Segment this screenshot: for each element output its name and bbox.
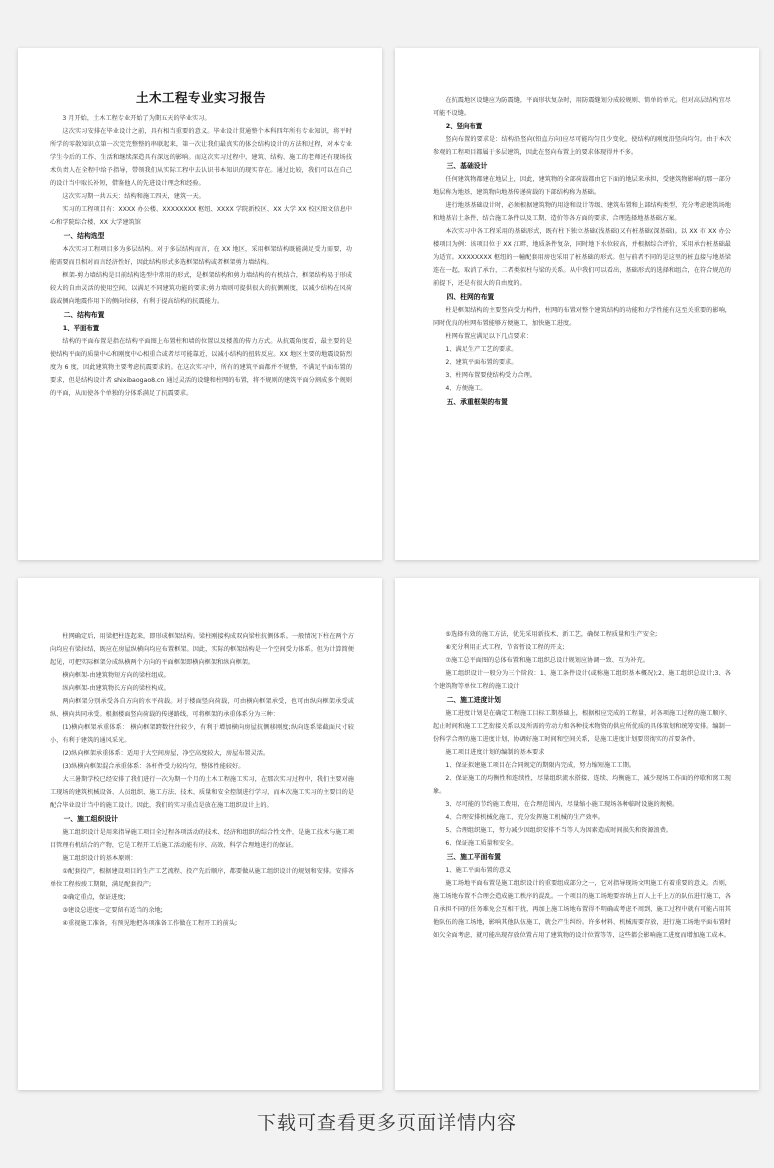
paragraph: 柱网布置应满足以下几点要求： xyxy=(445,333,533,340)
paragraph: 横向框架-由建筑物短方向的梁柱组成。 xyxy=(62,672,170,679)
paragraph: 这次实习期一共五天：结构和施工四天，建筑一天。 xyxy=(62,193,205,200)
section-heading: 二、施工进度计划 xyxy=(446,696,501,704)
paragraph: 实习的工程项目有：XXXX 办公楼、XXXXXXXX 枢纽、XXXX 学院新校区、XX 大学 XX 校区图文信息中心和学院综合楼、XX 大学建筑馆 xyxy=(50,206,352,226)
paragraph: 1、施工平面布置的意义 xyxy=(445,867,512,874)
paragraph: 1、满足生产工艺的要求。 xyxy=(445,346,518,353)
paragraph: 6、保证施工质量和安全。 xyxy=(445,840,518,847)
document-page-1 xyxy=(18,48,382,560)
paragraph: 纵向框架-由建筑物长方向的梁柱构成。 xyxy=(62,685,170,692)
document-page-3 xyxy=(18,578,382,1090)
paragraph: ③建设总进度一定要留有适当的余地; xyxy=(62,907,163,914)
paragraph: 竖向布置的要求是：结构沿竖向(铅直方向)应尽可能均匀且少变化，使结构的刚度沿竖向均匀。由于本次参观的工程项目都属于多层建筑，因此在竖向布置上的要求体现得并不多。 xyxy=(433,136,731,156)
paragraph: 本次实习中各工程采用的基础形式，既有柱下独立基础(浅基础)又有桩基础(深基础)。以 XX 市 XX 办公楼项目为例：该项目位于 XX 江畔，地质条件复杂，同时地下水位较高，并根据综合评价，采用承台桩基础最为适宜。XXXXXXXX 枢纽的一幢配套用房也采用了桩基础的形式。但与前者不同的是这里的桩直接与地基梁连在一起，取消了承台，二者类似柱与梁的关系。从中我们可以看出，基础形式的选择和组合，在符合规范的前提下，还是有很大的自由度的。 xyxy=(433,228,731,287)
paragraph: ②确定重点，保证进度; xyxy=(62,894,126,901)
paragraph: 本次实习工程项目多为多层结构。对于多层结构而言，在 XX 地区，采用框架结构既能满足受力需要，功能需要而且相对而言经济性好，因此结构形式多选框架结构或者框架剪力墙结构。 xyxy=(50,246,352,266)
paragraph: (1)横向框架承重体系： 横向框架跨数往往较少，有利于增加横向房屋抗侧移刚度;纵向连系梁截面尺寸较小，有利于建筑的通风采光。 xyxy=(50,724,354,744)
paragraph: 框架-剪力墙结构是目前结构选型中常用的形式，是框架结构和剪力墙结构的有机结合，框架结构易于形成较大的自由灵活的使用空间，以满足不同建筑功能的要求;剪力墙则可提供很大的抗侧刚度，以减少结构在风荷载或侧向地震作用下的侧向位移，有利于提高结构的抗震能力。 xyxy=(50,272,352,305)
paragraph: ④重视施工准备，有预见地把各项准备工作做在工程开工的前头; xyxy=(62,920,238,927)
paragraph: 2、保证施工的均衡性和连续性，尽量组织流水搭接、连续、均衡施工，减少现场工作面的停歇和窝工现象。 xyxy=(433,775,731,795)
paragraph: 这次实习安排在毕业设计之前，具有相当重要的意义。毕业设计贯通整个本科四年所有专业知识，将平时所学的零散知识点第一次完完整整的串联起来，第一次让我们最真实的体会结构设计的方法和过程，对本专业学生今后的工作、生活和继续深造具有深远的影响。而这次实习过程中，建筑、结构、施工的老师还有现场技术负责人在全程中给予指导，带领我们从实际工程中去认识书本知识的现实存在。通过比较，我们可以在自己的设计当中取长补短，借鉴他人的先进设计理念和经验。 xyxy=(50,128,352,187)
paragraph: 柱网确定后，用梁把柱连起来，即形成框架结构。梁柱刚接构成双向梁柱抗侧体系。一般情况下柱在两个方向均应有梁拉结，既应在房屋纵横向均应布置框架。因此，实际的框架结构是一个空间受力体系。但为计算简便起见，可把实际框架分成纵横两个方向的平面框架即横向框架和纵向框架。 xyxy=(50,633,354,666)
page-2-content xyxy=(433,94,731,409)
paragraph: 施工组织设计的基本原则： xyxy=(62,855,137,862)
section-heading: 五、承重框架的布置 xyxy=(446,398,508,406)
download-more-note[interactable]: 下载可查看更多页面详情内容 xyxy=(256,1112,517,1134)
section-heading: 四、柱网的布置 xyxy=(446,293,495,301)
paragraph: 3、柱网布置要使结构受力合理。 xyxy=(445,372,536,379)
document-title: 土木工程专业实习报告 xyxy=(135,90,266,105)
paragraph: 施工场地平面布置是施工组织设计的重要组成部分之一，它对指导现场文明施工有着重要的意义。否则，施工场地布置不合理会造成施工秩序的混乱。一个项目的施工场地要容纳上百人上千上万的队伍进行施工，各自承担不同的任务难免会互相干扰，再加上施工场地布置得不明确或考虑不周到，施工过程中就有可能占用其他队伍的施工场地，影响其他队伍施工，就会产生纠纷。许多材料、机械需要存放，进行施工场地平面布置时如欠全面考虑，就可能出现存放位置占用了建筑物的设计位置等等，这些都会影响施工进度而增加施工成本。 xyxy=(433,880,731,939)
paragraph: 5、合理组织施工，努力减少因组织安排不当等人为因素造成时间损失和资源浪费。 xyxy=(445,827,673,834)
paragraph: 两向框架分别承受各自方向的水平荷载。对于楼面竖向荷载，可由横向框架承受，也可由纵向框架承受或纵、横向共同承受。根据楼面竖向荷载的传递路线，可将框架的承重体系分为三种： xyxy=(50,698,354,718)
paragraph: 施工进度计划是在确定工程施工目标工期基础上，根据相应完成的工程量，对各项施工过程的施工顺序、起止时间和施工工艺衔接关系以及所需的劳动力和各种技术物资的供应所优质的具体策划和统筹安排。编制一份科学合理的施工进度计划，协调好施工时间和空间关系，是施工进度计划要贯彻实的首要条件。 xyxy=(433,710,731,743)
paragraph: 4、合理安排机械化施工，充分发挥施工机械的生产效率。 xyxy=(445,814,605,821)
paragraph: 施工项目进度计划的编制的基本要求 xyxy=(445,749,545,756)
paragraph: 4、方便施工。 xyxy=(445,385,487,392)
paragraph: (3)纵横向框架混合承重体系：各杆件受力较均匀，整体性能较好。 xyxy=(62,763,245,770)
section-heading: 一、施工组织设计 xyxy=(63,815,118,823)
subsection-heading: 1、平面布置 xyxy=(62,324,100,332)
paragraph: ⑦施工总平面图的总体布置和施工组织总设计规划应协调一致、互为补充。 xyxy=(445,657,649,664)
paragraph: ①配套投产，根据建设项目的生产工艺流程、投产先后顺序，都要做从施工组织设计的规划和安排。安排各单位工程按竣工期限，满足配套投产; xyxy=(50,868,354,888)
paragraph: ⑤选择有效的施工方法，优先采用新技术、新工艺，确保工程质量和生产安全; xyxy=(445,631,658,638)
paragraph: 2、建筑平面布置的要求。 xyxy=(445,359,518,366)
paragraph: 施工组织设计是用来指导施工项目全过程各项活动的技术、经济和组织的综合性文件，是施工技术与施工项目管理有机结合的产物，它是工程开工后施工活动能有序、高效、科学合理地进行的保证。 xyxy=(50,829,354,849)
document-page-2 xyxy=(395,48,759,560)
page-1-content xyxy=(50,112,352,400)
page-3-content xyxy=(50,630,354,930)
paragraph: 大三暑期学校已经安排了我们进行一次为期一个月的土木工程施工实习，在那次实习过程中，我们主要对施工现场的建筑机械设备、人员组织、施工方法、技术、质量和安全控制进行学习，而本次施工实习的主要目的是配合毕业设计当中的施工设计。因此，我们的实习重点是放在施工组织设计上的。 xyxy=(50,776,354,809)
paragraph: 结构的平面布置是指在结构平面图上布置柱和墙的位置以及楼盖的传力方式。从抗震角度看，最主要的是使结构平面的质量中心和刚度中心相重合或者尽可能靠近，以减小结构的扭转反应。XX 地区主要的地震设防烈度为 6 度，因此建筑物主要考虑抗震要求的。在这次实习中，所有的建筑平面都并不规整，不满足平面布置的要求，但是结构设计者 shixibaogao8.cn 通过灵活的设缝和柱网的布置，将不规则的建筑平面分割成多个规则的平面，从而使各个单独的分体系满足了抗震要求。 xyxy=(50,338,352,397)
paragraph: 3 月开始，土木工程专业开始了为期五天的毕业实习。 xyxy=(62,115,211,122)
paragraph: ⑥充分利用正式工程，节省暂设工程的开支; xyxy=(445,644,565,651)
paragraph: 1、保证拟建施工项目在合同规定的期限内完成，努力缩短施工工期。 xyxy=(445,762,635,769)
subsection-heading: 2、竖向布置 xyxy=(445,122,483,130)
paragraph: 进行地基基础设计时，必须根据建筑物的用途和设计等级、建筑布置和上部结构类型，充分考虑建筑场地和地基岩土条件，结合施工条件以及工期、造价等各方面的要求，合理选择地基基础方案。 xyxy=(433,202,731,222)
paragraph: 任何建筑物都建在地层上，因此，建筑物的全部荷载都由它下面的地层来承担，受建筑物影响的那一部分地层称为地基，建筑物向地基传递荷载的下部结构称为基础。 xyxy=(433,176,731,196)
section-heading: 三、施工平面布置 xyxy=(446,853,501,861)
paragraph: 柱是框架结构的主要竖向受力构件，柱网的布置对整个建筑结构的功能和力学性能有这至关重要的影响，同时优良的柱网布置能够方便施工，加快施工进度。 xyxy=(433,307,731,327)
paragraph: 3、尽可能的节约施工费用，在合理范围内，尽量缩小施工现场各种临时设施的规模。 xyxy=(445,801,679,808)
document-page-4 xyxy=(395,578,759,1090)
paragraph: 在抗震地区设缝应为防震缝，平面形状复杂时，用防震缝划分成较规则、简单的单元。但对高层结构宜尽可能不设缝。 xyxy=(433,97,731,117)
section-heading: 三、基础设计 xyxy=(446,162,488,170)
section-heading: 一、结构选型 xyxy=(63,232,105,240)
paragraph: 施工组织设计一般分为三个阶段：1、施工条件设计(或称施工组织基本概况);2、施工组织总设计;3、各个建筑物等单位工程的施工设计 xyxy=(433,670,731,690)
page-4-content xyxy=(433,628,731,942)
section-heading: 二、结构布置 xyxy=(63,311,105,319)
paragraph: (2)纵向框架承重体系：适用于大空间房屋，净空高度较大，房屋布置灵活。 xyxy=(62,750,270,757)
